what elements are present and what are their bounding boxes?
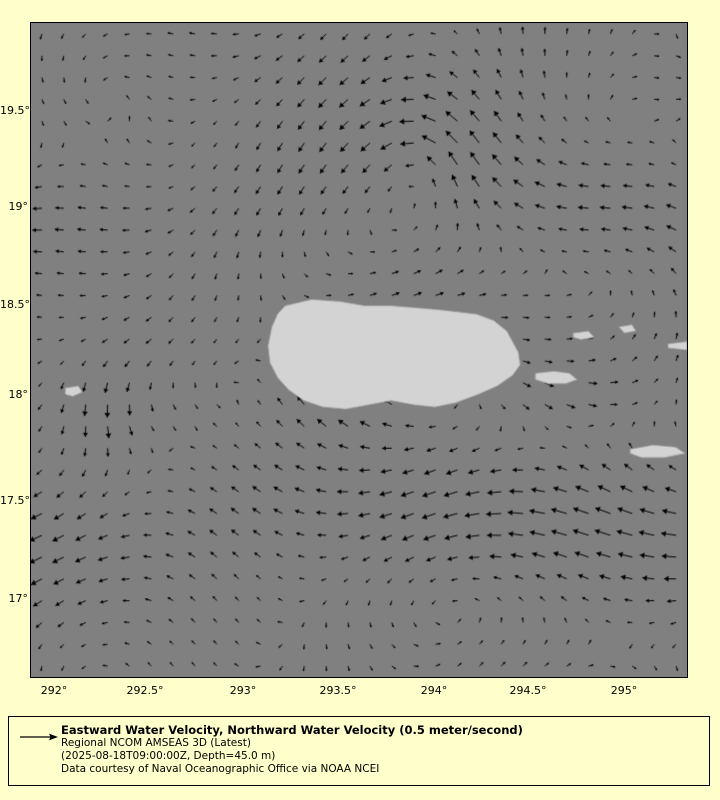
x-tick-label: 293° xyxy=(229,684,257,697)
y-tick-label: 18.5° xyxy=(0,298,30,311)
x-tick-label: 293.5° xyxy=(319,684,357,697)
legend-time-depth-line: (2025-08-18T09:00:00Z, Depth=45.0 m) xyxy=(61,750,276,762)
y-tick-label: 17.5° xyxy=(0,494,30,507)
legend-box xyxy=(8,716,710,786)
x-tick-label: 295° xyxy=(610,684,638,697)
y-tick-label: 19.5° xyxy=(0,104,30,117)
y-tick-label: 18° xyxy=(8,388,28,401)
map-plot-area[interactable] xyxy=(30,22,688,678)
y-tick-label: 19° xyxy=(8,200,28,213)
x-tick-label: 292.5° xyxy=(126,684,164,697)
legend-courtesy-line: Data courtesy of Naval Oceanographic Office via NOAA NCEI xyxy=(61,763,380,775)
legend-source-line: Regional NCOM AMSEAS 3D (Latest) xyxy=(61,737,251,749)
y-tick-label: 17° xyxy=(8,592,28,605)
x-tick-label: 292° xyxy=(40,684,68,697)
x-tick-label: 294.5° xyxy=(509,684,547,697)
legend-text-block xyxy=(61,723,703,776)
legend-title: Eastward Water Velocity, Northward Water Velocity (0.5 meter/second) xyxy=(61,723,523,737)
land-polygons xyxy=(31,23,687,677)
x-tick-label: 294° xyxy=(420,684,448,697)
vector-arrow-icon xyxy=(19,731,59,743)
